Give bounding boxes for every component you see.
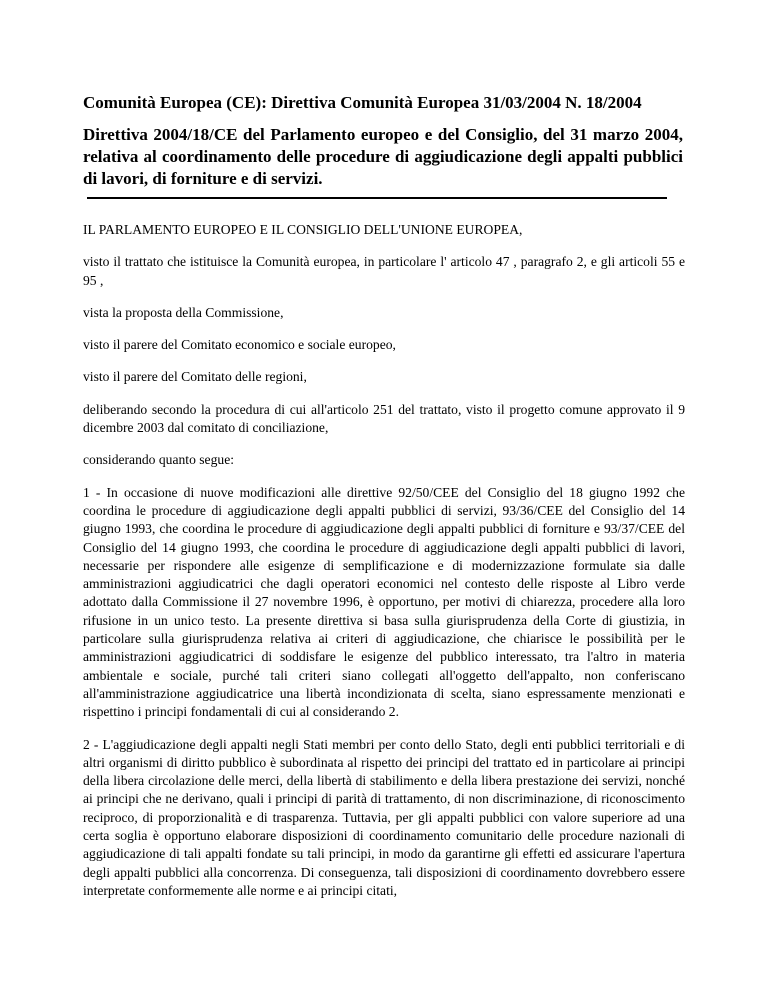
preamble-paragraph: visto il parere del Comitato economico e sociale europeo, [83, 337, 396, 353]
document-body [83, 221, 685, 900]
preamble-paragraph: vista la proposta della Commissione, [83, 304, 284, 320]
title-divider [87, 197, 667, 199]
preamble-paragraph: visto il trattato che istituisce la Comunità europea, in particolare l' articolo 47 , paragrafo 2, e gli articoli 55 e 95 , [83, 254, 685, 288]
document-title: Comunità Europea (CE): Direttiva Comunità Europea 31/03/2004 N. 18/2004 [83, 93, 642, 112]
preamble-paragraph: deliberando secondo la procedura di cui all'articolo 251 del trattato, visto il progetto comune approvato il 9 dicembre 2003 dal comitato di conciliazione, [83, 401, 685, 436]
recital-paragraph: 1 - In occasione di nuove modificazioni alle direttive 92/50/CEE del Consiglio del 18 giugno 1992 che coordina le procedure di aggiudicazione degli appalti pubblici di servizi, 93/36/CEE del Consiglio del 14 giugno 1993, che coordina le procedure di aggiudicazione degli appalti pubblici di forniture e 93/37/CEE del Consiglio del 14 giugno 1993, che coordina le procedure di aggiudicazione degli appalti pubblici di lavori, necessarie per rispondere alle esigenze di semplificazione e di modernizzazione formulate sia dalle amministrazioni aggiudicatrici che dagli operatori economici nel contesto delle risposte al Libro verde adottato dalla Commissione il 27 novembre 1996, è opportuno, per motivi di chiarezza, procedere alla loro rifusione in un unico testo. La presente direttiva si basa sulla giurisprudenza della Corte di giustizia, in particolare sulla giurisprudenza relativa ai criteri di aggiudicazione, che chiarisce le possibilità per le amministrazioni aggiudicatrici di soddisfare le esigenze del pubblico interessato, tra l'altro in materia ambientale e sociale, purché tali criteri siano collegati all'oggetto dell'appalto, non conferiscano all'amministrazione aggiudicatrice una libertà incondizionata di scelta, siano espressamente menzionati e rispettino i principi fondamentali di cui al considerando 2. [83, 484, 685, 720]
document-page [83, 92, 685, 914]
recital-paragraph: 2 - L'aggiudicazione degli appalti negli Stati membri per conto dello Stato, degli enti pubblici territoriali e di altri organismi di diritto pubblico è subordinata al rispetto dei principi del trattato ed in particolare ai principi della libera circolazione delle merci, della libertà di stabilimento e della libera prestazione dei servizi, nonché ai principi che ne derivano, quali i principi di parità di trattamento, di non discriminazione, di riconoscimento reciproco, di proporzionalità e di trasparenza. Tuttavia, per gli appalti pubblici con valore superiore ad una certa soglia è opportuno elaborare disposizioni di coordinamento comunitario delle procedure nazionali di aggiudicazione di tali appalti fondate su tali principi, in modo da garantirne gli effetti ed assicurare l'apertura degli appalti pubblici alla concorrenza. Di conseguenza, tali disposizioni di coordinamento dovrebbero essere interpretate conformemente alle norme e ai principi citati, [83, 736, 685, 898]
preamble-paragraph: visto il parere del Comitato delle regioni, [83, 369, 307, 385]
recitals-intro: considerando quanto segue: [83, 452, 234, 468]
preamble-heading: IL PARLAMENTO EUROPEO E IL CONSIGLIO DELL'UNIONE EUROPEA, [83, 222, 523, 237]
document-subtitle: Direttiva 2004/18/CE del Parlamento europeo e del Consiglio, del 31 marzo 2004, relativa al coordinamento delle procedure di aggiudicazione degli appalti pubblici di lavori, di forniture e di servizi. [83, 125, 683, 188]
